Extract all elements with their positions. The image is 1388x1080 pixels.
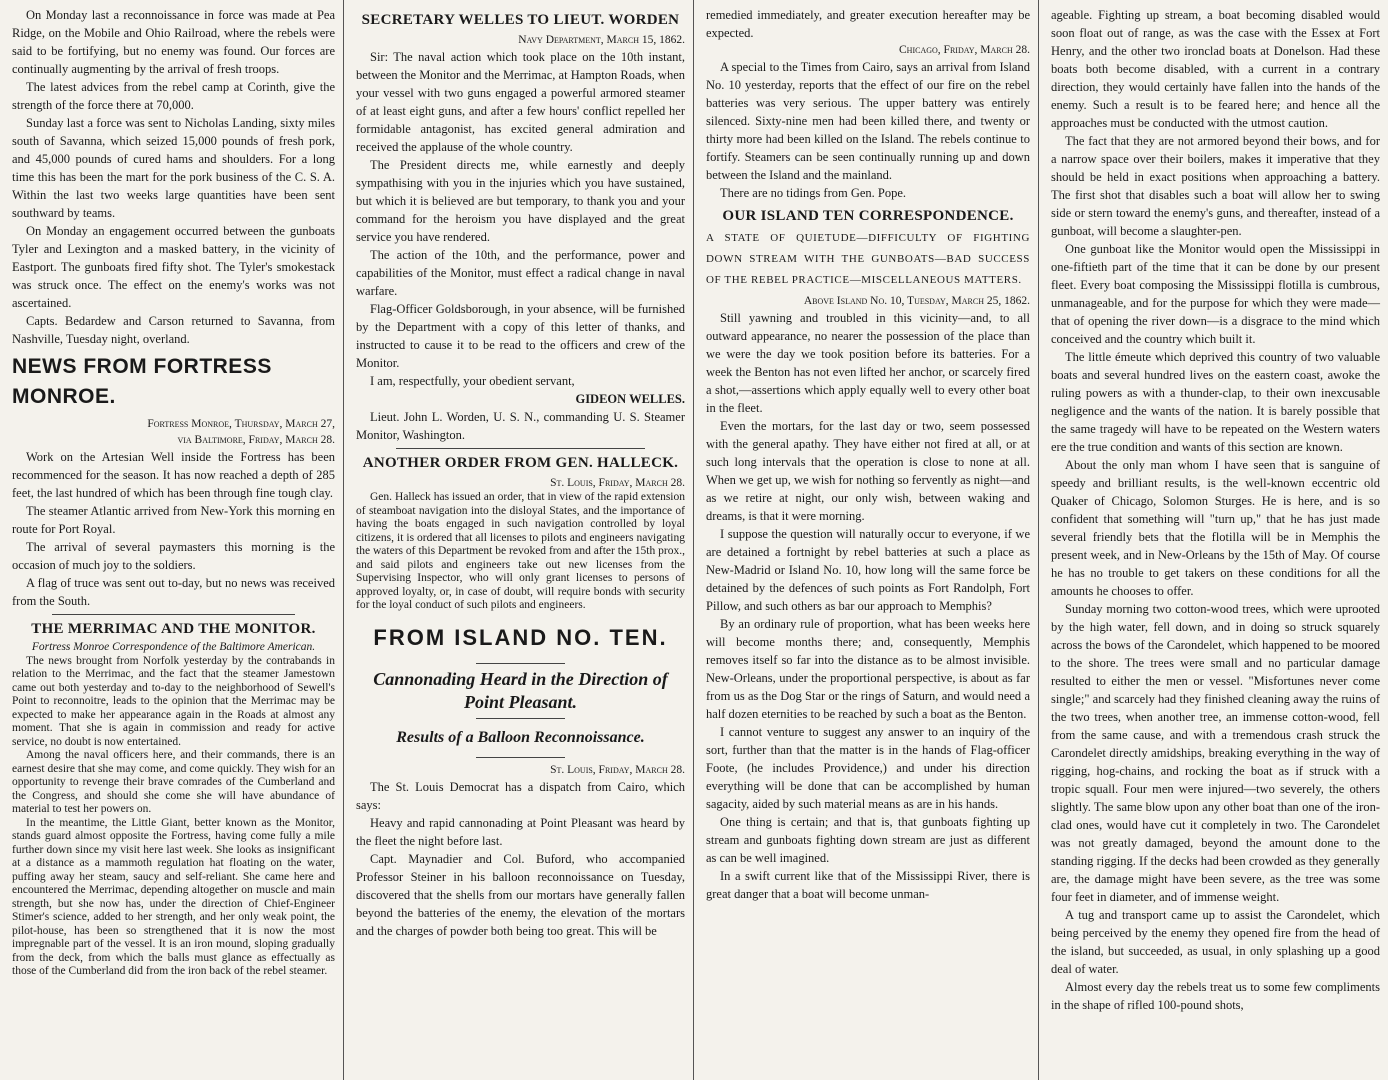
paragraph: I cannot venture to suggest any answer to an inquiry of the sort, further than that the matter is in the hands of Flag-officer Foote, (he includes Providence,) and under his direction everything will be done that can be accomplished by human sagacity, aided by such material means as are in his hands. (706, 725, 1030, 811)
column-3 (693, 0, 1038, 1080)
headline-island-no-ten: FROM ISLAND NO. TEN. (373, 624, 668, 650)
headline-deck: A STATE OF QUIETUDE—DIFFICULTY OF FIGHTING DOWN STREAM WITH THE GUNBOATS—BAD SUCCESS OF THE REBEL PRACTICE—MISCELLANEOUS MATTERS. (706, 232, 1030, 286)
dateline: St. Louis, Friday, March 28. (550, 477, 685, 489)
dateline: Above Island No. 10, Tuesday, March 25, 1862. (803, 295, 1030, 307)
divider (396, 448, 645, 449)
headline-merrimac-monitor: THE MERRIMAC AND THE MONITOR. (31, 621, 316, 637)
dateline: St. Louis, Friday, March 28. (550, 763, 685, 776)
headline-fortress-monroe: NEWS FROM FORTRESS MONROE. (12, 355, 272, 408)
paragraph: ageable. Fighting up stream, a boat becoming disabled would soon float out of range, as was the case with the Essex at Fort Henry, and the other two ironclad boats at Donelson. Had these boats both become disabled, with a current in a contrary direction, they would certainly have fallen into the hands of the enemy. Such a result is to be feared here; and hence all the approaches must be conducted with the utmost caution. (1051, 8, 1380, 130)
paragraph: A special to the Times from Cairo, says an arrival from Island No. 10 yesterday, reports that the effect of our fire on the rebel batteries was very serious. The upper battery was entirely silenced. Sixty-nine men had been killed there, and twenty or thirty more had been killed on the Island. The rebels continue to fortify. Steamers can be seen continually running up and down between the Island and the mainland. (706, 60, 1030, 182)
column-4 (1038, 0, 1388, 1080)
paragraph: There are no tidings from Gen. Pope. (720, 186, 907, 200)
paragraph: Sunday last a force was sent to Nicholas Landing, sixty miles south of Savanna, which seized 15,000 pounds of fresh pork, and 45,000 pounds of cured hams and shoulders. For a long time this has been the mart for the pork business of the C. S. A. Within the last two weeks large quantities have been sent southward by teams. (12, 116, 335, 220)
paragraph: Work on the Artesian Well inside the Fortress has been recommenced for the season. It has now reached a depth of 285 feet, the last hundred of which has been through fine tough clay. (12, 450, 335, 500)
paragraph: The action of the 10th, and the performance, power and capabilities of the Monitor, must effect a radical change in naval warfare. (356, 248, 685, 298)
paragraph: The steamer Atlantic arrived from New-York this morning en route for Port Royal. (12, 504, 335, 536)
paragraph: Sir: The naval action which took place on the 10th instant, between the Monitor and the Merrimac, at Hampton Roads, when your vessel with two guns engaged a powerful armored steamer of at least eight guns, and after a few hours' conflict repelled her formidable antagonist, has excited general admiration and received the applause of the whole country. (356, 50, 685, 154)
paragraph: On Monday last a reconnoissance in force was made at Pea Ridge, on the Mobile and Ohio Railroad, where the rebels were said to be fortifying, but no enemy was found. Our forces are continually augmenting by the arrival of fresh troops. (12, 8, 335, 76)
paragraph: Even the mortars, for the last day or two, seem possessed with the general apathy. They have either not fired at all, or at such long intervals that the operation is close to none at all. When we get up, we wish for nothing so fervently as night—and as we retire at night, our only wish, between waking and dreams, is that it were morning. (706, 419, 1030, 523)
column-2 (343, 0, 693, 1080)
dateline: via Baltimore, Friday, March 28. (177, 434, 335, 446)
dateline: Chicago, Friday, March 28. (899, 44, 1030, 56)
paragraph: About the only man whom I have seen that is sanguine of speedy and brilliant results, is the well-known eccentric old Quaker of Chicago, Solomon Sturges. He is here, and is so confident that something will "turn up," that he has just made several friendly bets that the flotilla will be in Memphis the present week, and in New-Orleans by the 15th of May. Of course he has no trouble to get takers on these conditions for all the amounts he chooses to offer. (1051, 458, 1380, 598)
paragraph: By an ordinary rule of proportion, what has been weeks here will become months there; and, consequently, Memphis removes itself so far into the distance as to be almost invisible. New-Orleans, under the proportional perspective, is about as far from us as the Dog Star or the rings of Saturn, and would need a half dozen eternities to be reached by such a boat as the Benton. (706, 617, 1030, 721)
paragraph: Heavy and rapid cannonading at Point Pleasant was heard by the fleet the night before last. (356, 815, 685, 848)
paragraph: The latest advices from the rebel camp at Corinth, give the strength of the force there at 70,000. (12, 80, 335, 112)
paragraph: The little émeute which deprived this country of two valuable boats and several hundred lives on the eastern coast, awoke the ruling powers as with a thunder-clap, to their own inexcusable negligence and the wants of the nation. It is barely possible that the same tragedy will have to be repeated on the Western waters ere the true condition and wants of this section are known. (1051, 350, 1380, 454)
paragraph: One gunboat like the Monitor would open the Mississippi in one-fiftieth part of the time that it can be done by our present fleet. Every boat composing the Mississippi flotilla is cumbrous, unmanageable, and for the purpose for which they were made—that of opening the river down—is a disgrace to the mind which conceived and the country which built it. (1051, 242, 1380, 346)
subheadline-balloon: Results of a Balloon Reconnoissance. (396, 728, 645, 746)
paragraph: Capt. Maynadier and Col. Buford, who accompanied Professor Steiner in his balloon reconnoissance on Tuesday, discovered that the shells from our mortars have generally fallen beyond the batteries of the enemy, the elevation of the mortars and the charges of powder both being too great. This will be (356, 851, 685, 938)
paragraph: Gen. Halleck has issued an order, that in view of the rapid extension of steamboat navigation into the disloyal States, and the importance of having the boats engaged in such navigation controlled by loyal citizens, it is ordered that all licenses to pilots and engineers navigating the waters of this Department be revoked from and after the 15th prox., and said pilots and engineers take out new licenses from the Supervising Inspector, who will only grant licenses to persons of approved loyalty, or, in case of doubt, will require bonds with security for the loyal conduct of such pilots and engineers. (356, 491, 685, 611)
paragraph: On Monday an engagement occurred between the gunboats Tyler and Lexington and a masked battery, in the vicinity of Eastport. The gunboats fired fifty shot. The Tyler's smokestack was struck once. The effect on the enemy's works was not ascertained. (12, 224, 335, 310)
paragraph: The news brought from Norfolk yesterday by the contrabands in relation to the Merrimac, and the fact that the steamer Jamestown came out both yesterday and to-day to the neighborhood of Sewell's Point to reconnoitre, leads to the opinion that the Merrimac may be expected to make her appearance again in the Roads at almost any moment. That she is again in commission and ready for active service, no doubt is now entertained. (12, 654, 335, 748)
paragraph: The President directs me, while earnestly and deeply sympathising with you in the injuries which you have sustained, but which it is believed are but temporary, to thank you and your command for the heroism you have displayed and the great service you have rendered. (356, 158, 685, 244)
correspondence-credit: Fortress Monroe Correspondence of the Baltimore American. (31, 641, 316, 653)
paragraph: In the meantime, the Little Giant, better known as the Monitor, stands guard almost opposite the Fortress, having come fully a mile further down since my visit here last week. She looks as insignificant at a distance as a mammoth regulation hat floating on the water, puffing away her steam, saucy and self-reliant. She came here and encountered the Merrimac, depending altogether on muscle and main strength, but she now has, under the direction of Chief-Engineer Stimer's science, added to her strength, and her only weak point, the pilot-house, has been so strengthened that it is now the most impregnable part of the vessel. It is an iron mound, sloping gradually from the deck, from which the balls must glance as effectually as those of the Cumberland did from the iron back of the rebel steamer. (12, 816, 335, 977)
paragraph: One thing is certain; and that is, that gunboats fighting up stream and gunboats fighting down stream are just as different as can be well imagined. (706, 815, 1030, 865)
column-1 (0, 0, 343, 1080)
divider (476, 718, 565, 719)
divider (476, 757, 565, 758)
headline-halleck-order: ANOTHER ORDER FROM GEN. HALLECK. (362, 455, 679, 471)
paragraph: Still yawning and troubled in this vicinity—and, to all outward appearance, no nearer the possession of the place than we were the day we took position before its batteries. For a week the Benton has not even lifted her anchor, or scarcely fired a shot,—assertions which apply equally well to every other boat in the fleet. (706, 311, 1030, 415)
paragraph: A tug and transport came up to assist the Carondelet, which being perceived by the enemy they opened fire from the head of the island, but succeeded, as usual, in only splashing up a good deal of water. (1051, 908, 1380, 976)
dateline: Fortress Monroe, Thursday, March 27, (147, 418, 335, 430)
divider (476, 663, 565, 664)
dateline: Navy Department, March 15, 1862. (518, 34, 685, 46)
paragraph: A flag of truce was sent out to-day, but no news was received from the South. (12, 576, 335, 608)
subheadline-cannonading: Cannonading Heard in the Direction of Point Pleasant. (373, 668, 668, 712)
paragraph: Sunday morning two cotton-wood trees, which were uprooted by the high water, fell down, and in doing so struck squarely across the bows of the Carondelet, which happened to be moored to the shore. The trees were small and no particular damage resulted to either the men or vessel. "Misfortunes never come single;" and scarcely had they finished cleaning away the ruins of the two trees, when another tree, an immense cotton-wood, fell from the same cause, and with a tremendous crash struck the Carondelet directly amidships, breaking everything in the way of rigging, hog-chains, and rocking the boat as if struck with a tropic squall. Four men were injured—two severely, the others slightly. The same blow upon any other boat than one of the iron-clad ones, would have cut it completely in two. The Carondelet was not greatly damaged, beyond the amount done to the standing rigging. If the decks had been crowded as they generally are, the damage might have been severe, as the tree was some four feet in diameter, and of immense weight. (1051, 602, 1380, 904)
paragraph: Almost every day the rebels treat us to some few compliments in the shape of rifled 100-pound shots, (1051, 980, 1380, 1012)
paragraph: Flag-Officer Goldsborough, in your absence, will be furnished by the Department with a copy of this letter of thanks, and instructed to cause it to be read to the officers and crew of the Monitor. (356, 302, 685, 370)
headline-island-ten-correspondence: OUR ISLAND TEN CORRESPONDENCE. (722, 208, 1014, 224)
addressee: Lieut. John L. Worden, U. S. N., commanding U. S. Steamer Monitor, Washington. (356, 410, 685, 442)
paragraph: Among the naval officers here, and their commands, there is an earnest desire that she may come, and come quickly. They wish for an opportunity to revenge their brave comrades of the Cumberland and the Congress, and should she come she will have abundance of material to test her powers on. (12, 749, 335, 815)
paragraph: Capts. Bedardew and Carson returned to Savanna, from Nashville, Tuesday night, overland. (12, 314, 335, 346)
paragraph: The St. Louis Democrat has a dispatch from Cairo, which says: (356, 779, 685, 812)
headline-welles-worden: SECRETARY WELLES TO LIEUT. WORDEN (361, 12, 680, 28)
paragraph: remedied immediately, and greater execution hereafter may be expected. (706, 8, 1030, 40)
letter-closing: I am, respectfully, your obedient servant, (370, 374, 575, 388)
paragraph: In a swift current like that of the Mississippi River, there is great danger that a boat will become unman- (706, 869, 1030, 901)
divider (52, 614, 295, 615)
paragraph: The arrival of several paymasters this morning is the occasion of much joy to the soldiers. (12, 540, 335, 572)
paragraph: I suppose the question will naturally occur to everyone, if we are detained a fortnight by rebel batteries at such a place as New-Madrid or Island No. 10, how long will the same force be detained by the defences of such points as Fort Randolph, Fort Pillow, and such others as bar our approach to Memphis? (706, 527, 1030, 613)
paragraph: The fact that they are not armored beyond their bows, and for a narrow space over their boilers, makes it imperative that they should be held in exact positions when approaching a battery. The first shot that disables such a boat will allow her to swing side or stern toward the enemy's guns, and thereafter, instead of a gunboat, will become a slaughter-pen. (1051, 134, 1380, 238)
signature: GIDEON WELLES. (575, 392, 685, 406)
